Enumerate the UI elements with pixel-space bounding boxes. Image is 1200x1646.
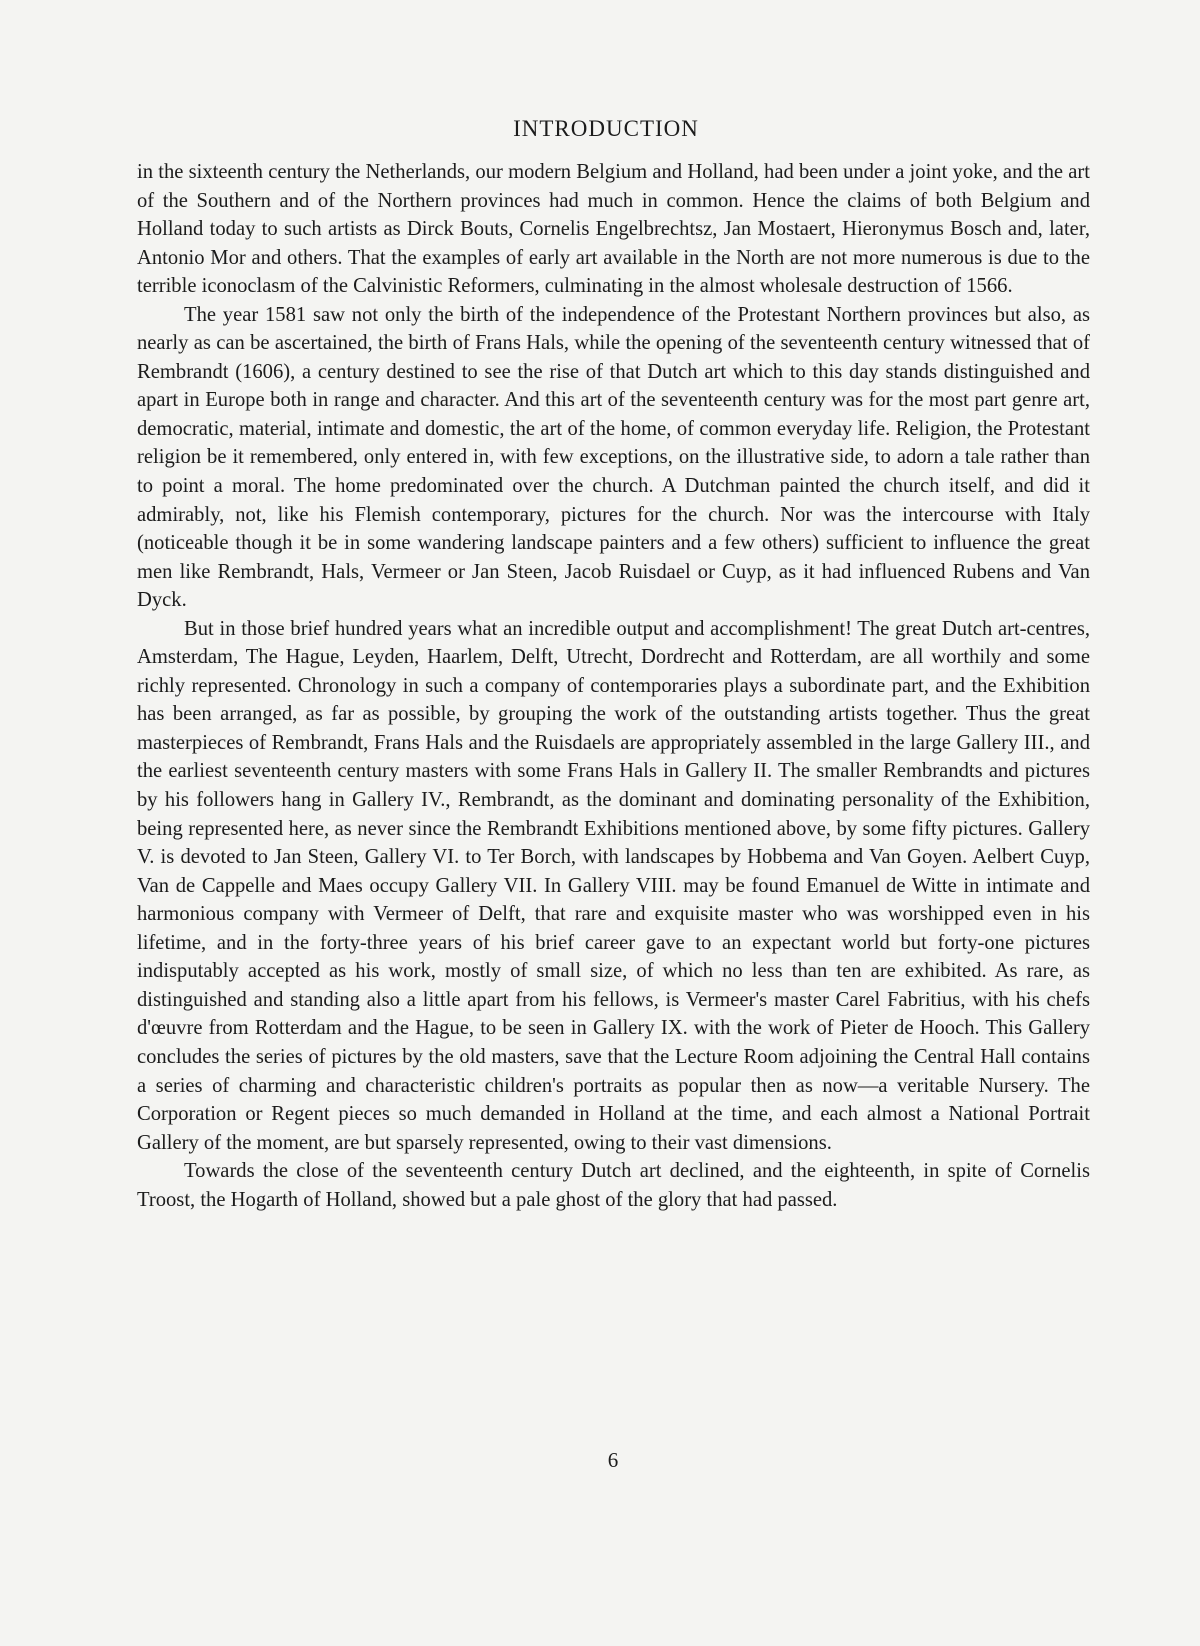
paragraph-4: Towards the close of the seventeenth century Dutch art declined, and the eighteenth, in spite of Cornelis Troost, the Hogarth of Holland, showed but a pale ghost of the glory that had passed. — [137, 1160, 1090, 1211]
page-title: INTRODUCTION — [513, 116, 699, 141]
page-number: 6 — [607, 1448, 619, 1472]
body-text — [137, 158, 1090, 1214]
paragraph-2: The year 1581 saw not only the birth of the independence of the Protestant Northern provinces but also, as nearly as can be ascertained, the birth of Frans Hals, while the opening of the seventeenth century witnessed that of Rembrandt (1606), a century destined to see the rise of that Dutch art which to this day stands distinguished and apart in Europe both in range and character. And this art of the seventeenth century was for the most part genre art, democratic, material, intimate and domestic, the art of the home, of common everyday life. Religion, the Protestant religion be it remembered, only entered in, with few exceptions, on the illustrative side, to adorn a tale rather than to point a moral. The home predominated over the church. A Dutchman painted the church itself, and did it admirably, not, like his Flemish contemporary, pictures for the church. Nor was the intercourse with Italy (noticeable though it be in some wandering landscape painters and a few others) sufficient to influence the great men like Rembrandt, Hals, Vermeer or Jan Steen, Jacob Ruisdael or Cuyp, as it had influenced Rubens and Van Dyck. — [137, 303, 1090, 612]
paragraph-1: in the sixteenth century the Netherlands, our modern Belgium and Holland, had been under a joint yoke, and the art of the Southern and of the Northern provinces had much in common. Hence the claims of both Belgium and Holland today to such artists as Dirck Bouts, Cornelis Engelbrechtsz, Jan Mostaert, Hieronymus Bosch and, later, Antonio Mor and others. That the examples of early art available in the North are not more numerous is due to the terrible iconoclasm of the Calvinistic Reformers, culminating in the almost wholesale destruction of 1566. — [137, 161, 1090, 298]
paragraph-3: But in those brief hundred years what an incredible output and accomplishment! The great Dutch art-centres, Amsterdam, The Hague, Leyden, Haarlem, Delft, Utrecht, Dordrecht and Rotterdam, are all worthily and some richly represented. Chronology in such a company of contemporaries plays a subordinate part, and the Exhibition has been arranged, as far as possible, by grouping the work of the outstanding artists together. Thus the great masterpieces of Rembrandt, Frans Hals and the Ruisdaels are appropriately assembled in the large Gallery III., and the earliest seventeenth century masters with some Frans Hals in Gallery II. The smaller Rembrandts and pictures by his followers hang in Gallery IV., Rembrandt, as the dominant and dominating personality of the Exhibition, being represented here, as never since the Rembrandt Exhibitions mentioned above, by some fifty pictures. Gallery V. is devoted to Jan Steen, Gallery VI. to Ter Borch, with landscapes by Hobbema and Van Goyen. Aelbert Cuyp, Van de Cappelle and Maes occupy Gallery VII. In Gallery VIII. may be found Emanuel de Witte in intimate and harmonious company with Vermeer of Delft, that rare and exquisite master who was worshipped even in his lifetime, and in the forty-three years of his brief career gave to an expectant world but forty-one pictures indisputably accepted as his work, mostly of small size, of which no less than ten are exhibited. As rare, as distinguished and standing also a little apart from his fellows, is Vermeer's master Carel Fabritius, with his chefs d'œuvre from Rotterdam and the Hague, to be seen in Gallery IX. with the work of Pieter de Hooch. This Gallery concludes the series of pictures by the old masters, save that the Lecture Room adjoining the Central Hall contains a series of charming and characteristic children's portraits as popular then as now—a veritable Nursery. The Corporation or Regent pieces so much demanded in Holland at the time, and each almost a National Portrait Gallery of the moment, are but sparsely represented, owing to their vast dimensions. — [137, 617, 1090, 1154]
